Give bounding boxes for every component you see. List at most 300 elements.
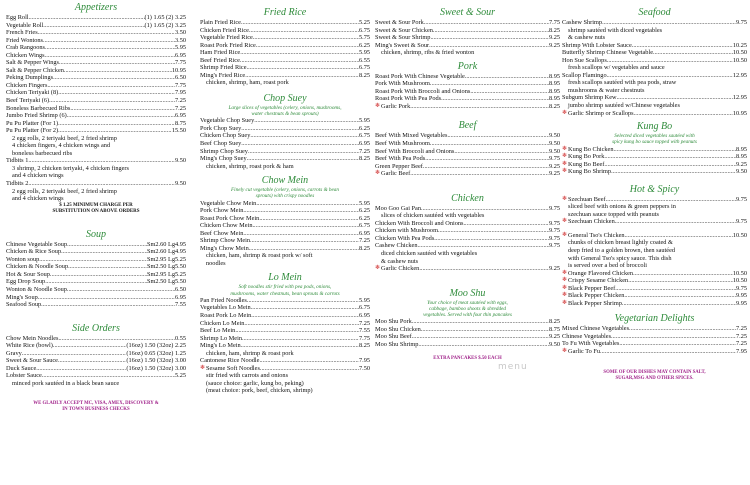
dot-leader bbox=[249, 245, 359, 253]
section-lo-mein bbox=[200, 272, 370, 395]
dot-leader bbox=[256, 42, 359, 50]
item-description: shrimp sautéed with diced vegetables bbox=[568, 26, 663, 34]
item-price: 8.25 bbox=[358, 155, 370, 163]
item-price: 12.95 bbox=[732, 71, 747, 79]
item-price: 9.50 bbox=[548, 140, 560, 148]
item-price: 7.25 bbox=[358, 147, 370, 155]
dot-leader bbox=[243, 207, 359, 215]
item-name: Szechuan Beef bbox=[568, 195, 606, 203]
dot-leader bbox=[50, 271, 147, 279]
menu-item bbox=[6, 342, 186, 350]
dot-leader bbox=[470, 88, 549, 96]
item-description: & cashew nuts bbox=[381, 257, 419, 265]
dot-leader bbox=[410, 170, 549, 178]
dot-leader bbox=[250, 132, 359, 140]
menu-item bbox=[6, 89, 186, 97]
menu-item bbox=[562, 348, 747, 356]
item-price: 6.95 bbox=[174, 293, 186, 301]
item-price: Sm2.60 Lg4.95 bbox=[146, 240, 186, 248]
menu-item bbox=[375, 140, 560, 148]
dot-leader bbox=[42, 372, 175, 380]
section-chow-mein bbox=[200, 175, 370, 267]
dot-leader bbox=[604, 161, 736, 169]
section-side-orders bbox=[6, 323, 186, 414]
dot-leader bbox=[430, 80, 549, 88]
dot-leader bbox=[28, 157, 175, 165]
item-price: (16oz) 1.50 (32oz) 3.00 bbox=[126, 357, 186, 365]
menu-item bbox=[375, 19, 560, 27]
section-moo-shu bbox=[375, 288, 560, 363]
item-description: jumbo shrimp sautéed w/Chinese vegetables bbox=[568, 102, 680, 110]
item-price: 10.50 bbox=[732, 56, 747, 64]
item-price: 6.50 bbox=[174, 74, 186, 82]
dot-leader bbox=[607, 72, 733, 80]
menu-item bbox=[562, 300, 747, 308]
dot-leader bbox=[43, 22, 144, 30]
menu-item bbox=[6, 271, 186, 279]
item-price: 7.25 bbox=[735, 332, 747, 340]
menu-item bbox=[200, 27, 370, 35]
spicy-icon: ❄ bbox=[562, 299, 568, 306]
dot-leader bbox=[38, 29, 175, 37]
menu-item bbox=[200, 125, 370, 133]
item-price: 0.55 bbox=[174, 334, 186, 342]
item-price: 6.25 bbox=[358, 207, 370, 215]
item-price: 7.75 bbox=[358, 334, 370, 342]
item-name: Pu Pu Platter (For 2) bbox=[6, 127, 59, 135]
item-price: Sm2.95 Lg5.25 bbox=[146, 270, 186, 278]
section-seafood bbox=[562, 7, 747, 117]
dot-leader bbox=[604, 153, 736, 161]
menu-item bbox=[6, 301, 186, 309]
dot-leader bbox=[614, 146, 736, 154]
dot-leader bbox=[67, 241, 147, 249]
item-name: Roast Pork Chow Mein bbox=[200, 214, 260, 222]
menu-item bbox=[375, 95, 560, 103]
dot-leader bbox=[434, 235, 549, 243]
item-price: 9.75 bbox=[548, 227, 560, 235]
dot-leader bbox=[412, 333, 549, 341]
dot-leader bbox=[49, 97, 175, 105]
item-name: Beef Teriyaki (6) bbox=[6, 97, 50, 105]
item-price: 8.75 bbox=[548, 325, 560, 333]
menu-item bbox=[6, 67, 186, 75]
item-description: fresh scallops sautéed with pea pods, straw bbox=[568, 79, 677, 87]
menu-item bbox=[6, 52, 186, 60]
item-price: Sm2.60 Lg4.95 bbox=[146, 248, 186, 256]
dot-leader bbox=[47, 82, 175, 90]
menu-item bbox=[200, 155, 370, 163]
item-price: 9.50 bbox=[548, 340, 560, 348]
dot-leader bbox=[45, 278, 147, 286]
item-name: Chinese Vegetables bbox=[562, 332, 612, 340]
item-price: 8.25 bbox=[358, 342, 370, 350]
item-price: 7.95 bbox=[174, 89, 186, 97]
item-description: (meat choice: pork, beef, chicken, shrimp) bbox=[206, 387, 313, 395]
item-name: Shrimp With Lobster Sauce bbox=[562, 41, 632, 49]
item-name: Garlic Beef bbox=[381, 170, 411, 178]
item-name: Egg Roll bbox=[6, 14, 29, 21]
menu-item bbox=[375, 163, 560, 171]
item-name: Beef Chow Mein bbox=[200, 229, 244, 237]
item-price: 6.75 bbox=[358, 304, 370, 312]
menu-item bbox=[200, 200, 370, 208]
menu-item bbox=[375, 80, 560, 88]
item-name: Black Pepper Chicken bbox=[568, 292, 625, 300]
dot-leader bbox=[243, 230, 359, 238]
item-price: 9.50 bbox=[548, 147, 560, 155]
section-title: Chicken bbox=[451, 192, 484, 204]
menu-item bbox=[200, 72, 370, 80]
item-price: 9.75 bbox=[548, 242, 560, 250]
item-name: Salt & Pepper Wings bbox=[6, 59, 59, 67]
item-name: Pork Chow Mein bbox=[200, 207, 244, 215]
dot-leader bbox=[611, 333, 736, 341]
item-price: 10.95 bbox=[171, 66, 186, 74]
menu-column-2 bbox=[200, 2, 370, 395]
menu-item bbox=[6, 372, 186, 380]
dot-leader bbox=[39, 256, 147, 264]
menu-item bbox=[200, 49, 370, 57]
dot-leader bbox=[447, 132, 549, 140]
dot-leader bbox=[611, 168, 736, 176]
item-price: 9.75 bbox=[548, 219, 560, 227]
item-name: Cashew Shrimp bbox=[562, 19, 603, 26]
menu-item bbox=[6, 44, 186, 52]
item-name: Black Pepper Shrimp bbox=[568, 299, 622, 307]
item-description: (sauce choice: garlic, kung bo, peking) bbox=[206, 379, 304, 387]
item-description: chicken, shrimp, ribs & fried wonton bbox=[381, 49, 475, 57]
item-price: 8.25 bbox=[548, 318, 560, 326]
menu-item bbox=[562, 94, 747, 102]
menu-item bbox=[375, 132, 560, 140]
item-name: Beef With Mixed Vegetables bbox=[375, 132, 448, 140]
menu-item bbox=[200, 57, 370, 65]
item-name: Butterfly Shrimp Chinese Vegetable bbox=[562, 49, 653, 57]
dot-leader bbox=[28, 180, 175, 188]
item-price: 7.95 bbox=[735, 348, 747, 355]
section-intro: vegetables. Served with four thin pancakes bbox=[423, 312, 512, 319]
menu-item bbox=[200, 230, 370, 238]
item-price: 7.25 bbox=[735, 325, 747, 333]
item-name: Tidbits 1 bbox=[6, 157, 29, 165]
menu-item bbox=[6, 365, 186, 373]
item-description: chicken, ham, shrimp & roast pork bbox=[206, 349, 294, 357]
menu-item bbox=[562, 333, 747, 341]
dot-leader bbox=[465, 73, 549, 81]
item-name: Shrimp Chow Mein bbox=[200, 237, 251, 245]
menu-item bbox=[562, 146, 747, 154]
item-price: 8.95 bbox=[735, 153, 747, 161]
item-name: Salt & Pepper Chicken bbox=[6, 66, 64, 74]
dot-leader bbox=[624, 292, 736, 300]
item-name: Sweet & Sour Pork bbox=[375, 19, 424, 26]
menu-item bbox=[6, 112, 186, 120]
dot-leader bbox=[632, 42, 733, 50]
item-price: (1) 1.65 (2) 3.25 bbox=[144, 21, 186, 29]
item-name: Beef Chop Suey bbox=[200, 139, 242, 147]
item-name: Ham Fried Rice bbox=[200, 49, 241, 57]
dot-leader bbox=[58, 120, 175, 128]
item-price: 6.75 bbox=[358, 222, 370, 230]
section-chicken bbox=[375, 193, 560, 273]
menu-item bbox=[200, 357, 370, 365]
item-price: 6.25 bbox=[358, 124, 370, 132]
menu-item bbox=[562, 72, 747, 80]
section-intro: Your choice of meat sautéed with eggs, bbox=[427, 299, 508, 306]
menu-item bbox=[200, 335, 370, 343]
section-soup bbox=[6, 229, 186, 309]
item-name: Pork Chop Suey bbox=[200, 124, 242, 132]
surcharge-note: SUBSTITUTION ON ABOVE ORDERS bbox=[52, 208, 140, 214]
menu-item bbox=[6, 350, 186, 358]
section-sweet-sour bbox=[375, 7, 560, 57]
item-name: French Fries bbox=[6, 29, 38, 37]
item-price: 9.25 bbox=[548, 162, 560, 170]
item-price: 7.25 bbox=[735, 340, 747, 348]
dot-leader bbox=[425, 155, 549, 163]
menu-item bbox=[375, 242, 560, 250]
dot-leader bbox=[240, 49, 359, 57]
menu-item bbox=[375, 170, 560, 178]
item-name: Green Pepper Beef bbox=[375, 162, 423, 170]
item-description: szechuan sauce topped with peanuts bbox=[568, 210, 659, 218]
section-intro: Soft noodles stir fried with pea pods, onions, bbox=[238, 284, 332, 291]
item-name: Moo Shu Shrimp bbox=[375, 340, 419, 348]
section-title: Beef bbox=[458, 120, 477, 132]
item-description: is served over a bed of broccoli bbox=[568, 262, 648, 270]
item-name: Moo Goo Gai Pan bbox=[375, 204, 421, 212]
menu-item bbox=[562, 232, 747, 240]
dot-leader bbox=[64, 67, 172, 75]
item-name: Chicken With Broccoli and Onions bbox=[375, 219, 464, 227]
menu-item bbox=[200, 297, 370, 305]
item-price: (1) 1.65 (2) 3.25 bbox=[144, 14, 186, 21]
dot-leader bbox=[424, 19, 549, 27]
item-description: mushrooms & water chestnuts bbox=[568, 86, 645, 94]
item-price: 8.25 bbox=[358, 71, 370, 79]
item-name: Vegetable Chow Mein bbox=[200, 199, 257, 207]
item-name: Beef Fried Rice bbox=[200, 56, 240, 64]
dot-leader bbox=[252, 222, 358, 230]
dot-leader bbox=[58, 127, 172, 135]
item-name: Beef With Pea Pods bbox=[375, 155, 426, 163]
dot-leader bbox=[253, 34, 359, 42]
dot-leader bbox=[22, 350, 127, 358]
item-price: 5.25 bbox=[174, 372, 186, 380]
item-price: 8.95 bbox=[548, 95, 560, 103]
item-price: 8.95 bbox=[735, 145, 747, 153]
item-name: Chicken With Pea Pods bbox=[375, 234, 435, 242]
item-price: 5.95 bbox=[358, 117, 370, 125]
item-price: 9.50 bbox=[174, 157, 186, 165]
menu-item bbox=[375, 42, 560, 50]
item-name: Moo Shu Beef bbox=[375, 333, 412, 341]
menu-item bbox=[562, 153, 747, 161]
dot-leader bbox=[240, 57, 359, 65]
dot-leader bbox=[628, 277, 733, 285]
menu-item bbox=[375, 227, 560, 235]
item-name: Shrimp Lo Mein bbox=[200, 334, 242, 342]
section-title: Kung Bo bbox=[636, 121, 673, 133]
item-price: 8.95 bbox=[548, 80, 560, 88]
menu-item bbox=[200, 215, 370, 223]
menu-item bbox=[200, 327, 370, 335]
item-name: Roast Pork Fried Rice bbox=[200, 41, 256, 49]
item-description: 2 egg rolls, 2 teriyaki beef, 2 fried shrimp bbox=[12, 134, 117, 142]
item-price: 9.75 bbox=[548, 155, 560, 163]
item-price: 10.25 bbox=[732, 41, 747, 49]
dot-leader bbox=[606, 196, 736, 204]
menu-item bbox=[6, 357, 186, 365]
menu-item bbox=[6, 263, 186, 271]
item-name: Crab Rangoons bbox=[6, 44, 46, 52]
menu-item bbox=[562, 110, 747, 118]
menu-column-1 bbox=[6, 2, 186, 413]
dot-leader bbox=[58, 89, 175, 97]
dot-leader bbox=[58, 335, 174, 343]
dot-leader bbox=[251, 312, 359, 320]
menu-item bbox=[200, 237, 370, 245]
dot-leader bbox=[260, 365, 359, 373]
item-name: General Tso's Chicken bbox=[568, 231, 625, 239]
dot-leader bbox=[29, 14, 145, 22]
dot-leader bbox=[235, 327, 359, 335]
menu-item bbox=[6, 278, 186, 286]
item-name: Fried Wontons bbox=[6, 36, 43, 44]
item-name: Moo Shu Chicken bbox=[375, 325, 421, 333]
footer-note: IN TOWN BUSINESS CHECKS bbox=[62, 407, 130, 413]
item-price: 6.95 bbox=[358, 229, 370, 237]
section-title: Pork bbox=[457, 60, 478, 72]
spicy-icon: ❄ bbox=[562, 292, 568, 299]
dot-leader bbox=[421, 326, 549, 334]
item-description: chicken, shrimp, roast pork & ham bbox=[206, 162, 294, 170]
dot-leader bbox=[619, 340, 736, 348]
menu-item bbox=[562, 325, 747, 333]
footer-note: SOME OF OUR DISHES MAY CONTAIN SALT, bbox=[603, 369, 706, 375]
item-name: Pan Fried Noodles bbox=[200, 296, 247, 304]
item-price: 9.25 bbox=[548, 333, 560, 341]
item-price: 15.50 bbox=[171, 127, 186, 135]
item-name: Beef With Mushroom bbox=[375, 140, 430, 148]
spicy-icon: ❄ bbox=[562, 109, 568, 116]
spicy-icon: ❄ bbox=[562, 348, 568, 354]
dot-leader bbox=[241, 125, 359, 133]
item-price: 9.75 bbox=[548, 204, 560, 212]
dot-leader bbox=[410, 103, 549, 111]
item-name: Scallop Flamingo bbox=[562, 71, 607, 79]
item-description: boneless barbecued ribs bbox=[12, 149, 73, 157]
menu-item bbox=[562, 340, 747, 348]
item-price: 7.55 bbox=[358, 327, 370, 335]
section-title: Chow Mein bbox=[261, 175, 309, 187]
menu-item bbox=[6, 335, 186, 343]
section-fried-rice bbox=[200, 7, 370, 87]
section-chop-suey bbox=[200, 93, 370, 170]
dot-leader bbox=[53, 342, 126, 350]
menu-item bbox=[6, 74, 186, 82]
dot-leader bbox=[607, 57, 733, 65]
menu-item bbox=[200, 34, 370, 42]
item-name: Duck Sauce bbox=[6, 364, 37, 372]
item-price: (16oz) 1.50 (32oz) 3.00 bbox=[126, 364, 186, 372]
item-name: Mixed Chinese Vegetables bbox=[562, 325, 630, 333]
menu-item bbox=[375, 73, 560, 81]
item-price: 8.95 bbox=[548, 87, 560, 95]
item-description: stir fried with carrots and onions bbox=[206, 372, 289, 380]
dot-leader bbox=[454, 148, 549, 156]
section-kung-bo bbox=[562, 121, 747, 176]
item-name: Chow Mein Noodles bbox=[6, 334, 59, 342]
menu-item bbox=[200, 140, 370, 148]
menu-item bbox=[562, 196, 747, 204]
item-name: To Fu With Vegetables bbox=[562, 340, 620, 348]
item-name: Plain Fried Rice bbox=[200, 19, 241, 26]
dot-leader bbox=[430, 34, 549, 42]
item-price: 7.75 bbox=[548, 19, 560, 26]
item-name: Szechuan Chicken bbox=[568, 218, 615, 226]
section-intro: Selected diced vegetables sautéed with bbox=[614, 133, 695, 140]
dot-leader bbox=[245, 72, 359, 80]
item-price: 9.50 bbox=[174, 180, 186, 188]
item-price: 10.50 bbox=[732, 231, 747, 239]
dot-leader bbox=[249, 27, 359, 35]
menu-item bbox=[375, 148, 560, 156]
item-price: 9.95 bbox=[735, 299, 747, 307]
dot-leader bbox=[58, 357, 126, 365]
menu-item bbox=[6, 241, 186, 249]
section-title: Lo Mein bbox=[268, 272, 302, 284]
item-description: noodles bbox=[206, 259, 226, 267]
item-name: Roast Pork With Chinese Vegetable bbox=[375, 72, 465, 80]
item-name: Chicken Fried Rice bbox=[200, 26, 249, 34]
item-description: sliced beef with onions & green peppers in bbox=[568, 203, 676, 211]
item-description: chunks of chicken breast lightly coated & bbox=[568, 239, 673, 247]
dot-leader bbox=[45, 44, 175, 52]
dot-leader bbox=[429, 42, 549, 50]
dot-leader bbox=[419, 265, 549, 273]
item-name: Chicken & Noodle Soup bbox=[6, 263, 69, 271]
item-price: 7.95 bbox=[358, 357, 370, 365]
item-price: 5.95 bbox=[358, 49, 370, 57]
item-name: Sweet & Sour Shrimp bbox=[375, 34, 431, 42]
menu-item bbox=[562, 161, 747, 169]
menu-item bbox=[200, 117, 370, 125]
dot-leader bbox=[625, 232, 733, 240]
item-price: 7.25 bbox=[358, 319, 370, 327]
section-title: Appetizers bbox=[74, 2, 118, 13]
item-price: 3.50 bbox=[174, 36, 186, 44]
item-name: Chicken Fingers bbox=[6, 81, 48, 89]
item-name: Beef Lo Mein bbox=[200, 327, 236, 335]
item-name: Roast Pork With Broccoli and Onions bbox=[375, 87, 471, 95]
dot-leader bbox=[653, 49, 733, 57]
item-name: Sesame Soft Noodles bbox=[206, 364, 260, 372]
extra-pancakes-note: EXTRA PANCAKES $.50 EACH bbox=[433, 356, 502, 362]
menu-item bbox=[200, 312, 370, 320]
item-description: diced chicken sautéed with vegetables bbox=[381, 250, 478, 258]
item-name: Sweet & Sour Chicken bbox=[375, 26, 433, 34]
item-name: Ming's Chow Mein bbox=[200, 244, 249, 252]
menu-item bbox=[375, 333, 560, 341]
section-appetizers bbox=[6, 2, 186, 215]
section-title: Fried Rice bbox=[263, 7, 307, 18]
menu-item bbox=[562, 168, 747, 176]
item-price: 7.55 bbox=[174, 301, 186, 309]
item-name: Sweet & Sour Sauce bbox=[6, 357, 58, 365]
dot-leader bbox=[634, 110, 733, 118]
